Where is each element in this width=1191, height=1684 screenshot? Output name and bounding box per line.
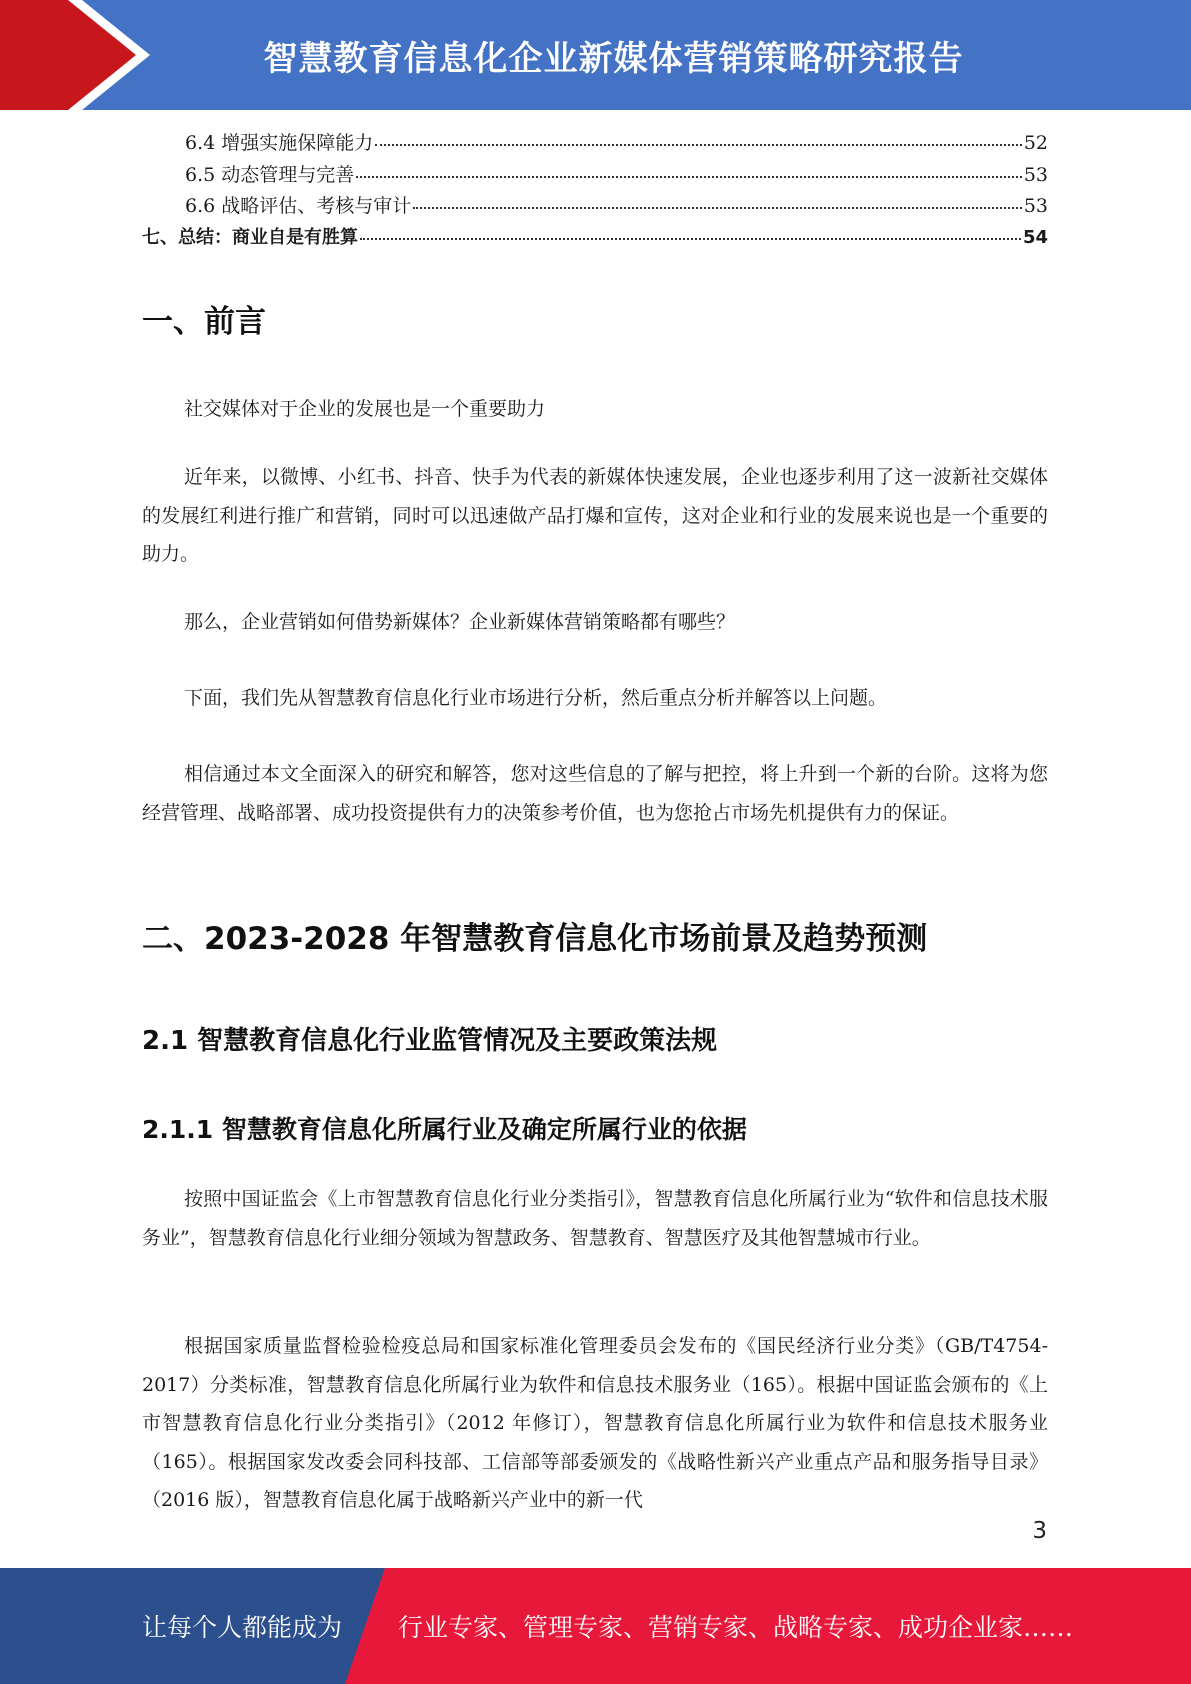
toc-entry-page: 53 [1023, 195, 1048, 217]
toc-entry[interactable] [142, 223, 1048, 255]
footer-banner [0, 1568, 1191, 1684]
section-heading-forecast: 二、2023-2028 年智慧教育信息化市场前景及趋势预测 [142, 921, 928, 957]
subsubsection-heading: 2.1.1 智慧教育信息化所属行业及确定所属行业的依据 [142, 1115, 747, 1144]
toc-leader-dots [356, 176, 1022, 178]
footer-slogan-right: 行业专家、管理专家、营销专家、战略专家、成功企业家…… [398, 1613, 1074, 1642]
paragraph: 下面，我们先从智慧教育信息化行业市场进行分析，然后重点分析并解答以上问题。 [184, 687, 888, 709]
toc-entry[interactable] [142, 160, 1048, 192]
paragraph: 相信通过本文全面深入的研究和解答，您对这些信息的了解与把控，将上升到一个新的台阶。这将为您经营管理、战略部署、成功投资提供有力的决策参考价值，也为您抢占市场先机提供有力的保证。 [142, 763, 1048, 824]
paragraph: 那么，企业营销如何借势新媒体？企业新媒体营销策略都有哪些？ [184, 611, 736, 633]
footer-slogan-left: 让每个人都能成为 [142, 1613, 343, 1642]
toc-leader-dots [413, 207, 1022, 209]
toc-entry-page: 52 [1023, 132, 1048, 154]
toc-entry[interactable] [142, 191, 1048, 223]
paragraph: 近年来，以微博、小红书、抖音、快手为代表的新媒体快速发展，企业也逐步利用了这一波新社交媒体的发展红利进行推广和营销，同时可以迅速做产品打爆和宣传，这对企业和行业的发展来说也是一个重要的助力。 [142, 466, 1048, 565]
toc-entry-label: 6.6 战略评估、考核与审计 [185, 195, 412, 217]
subsection-heading: 2.1 智慧教育信息化行业监管情况及主要政策法规 [142, 1026, 718, 1056]
toc-entry-label: 6.5 动态管理与完善 [185, 163, 355, 186]
paragraph: 按照中国证监会《上市智慧教育信息化行业分类指引》，智慧教育信息化所属行业为“软件和信息技术服务业”，智慧教育信息化行业细分领域为智慧政务、智慧教育、智慧医疗及其他智慧城市行业。 [142, 1188, 1048, 1249]
toc-entry-label: 6.4 增强实施保障能力 [185, 132, 374, 154]
header-banner [0, 0, 1191, 110]
report-title: 智慧教育信息化企业新媒体营销策略研究报告 [263, 38, 964, 79]
paragraph: 社交媒体对于企业的发展也是一个重要助力 [184, 398, 546, 420]
table-of-contents [142, 128, 1048, 254]
paragraph: 根据国家质量监督检验检疫总局和国家标准化管理委员会发布的《国民经济行业分类》（GB/T4754-2017）分类标准，智慧教育信息化所属行业为软件和信息技术服务业（165）。根据中国证监会颁布的《上市智慧教育信息化行业分类指引》（2012 年修订），智慧教育信息化所属行业为软件和信息技术服务业（165）。根据国家发改委会同科技部、工信部等部委颁发的《战略性新兴产业重点产品和服务指导目录》（2016 版），智慧教育信息化属于战略新兴产业中的新一代 [142, 1335, 1048, 1511]
page-number: 3 [1032, 1518, 1047, 1544]
toc-leader-dots [375, 144, 1022, 146]
toc-leader-dots [360, 238, 1021, 240]
toc-entry-page: 53 [1023, 163, 1048, 186]
toc-entry-label: 七、总结：商业自是有胜算 [142, 226, 358, 248]
chevron-icon [0, 0, 136, 110]
section-heading-preface: 一、前言 [142, 304, 266, 340]
toc-entry-page: 54 [1022, 226, 1048, 248]
toc-entry[interactable] [142, 128, 1048, 160]
